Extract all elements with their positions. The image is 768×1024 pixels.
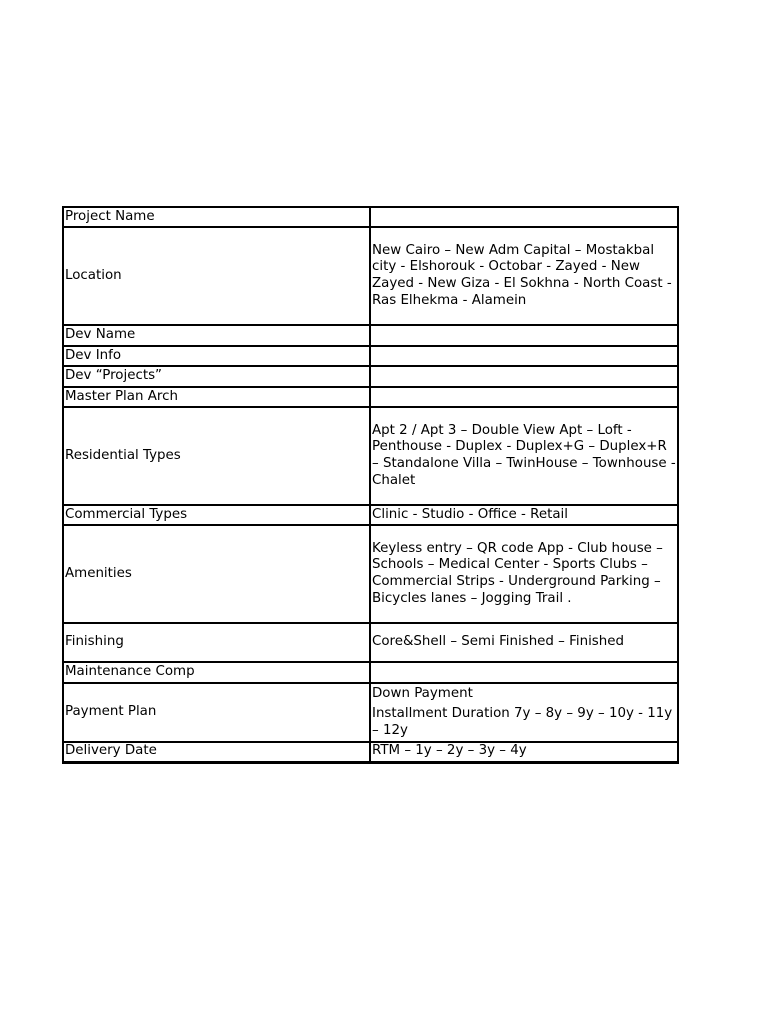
table-row: [63, 227, 678, 325]
row-value: [370, 683, 678, 742]
row-value-line: RTM – 1y – 2y – 3y – 4y: [372, 743, 527, 759]
row-value-line: New Cairo – New Adm Capital – Mostakbal city - Elshorouk - Octobar - Zayed - New Zayed - New Giza - El Sokhna - North Coast - Ras Elhekma - Alamein: [372, 242, 672, 308]
row-value: [370, 387, 678, 407]
row-label: Finishing: [63, 623, 370, 662]
table-row: [63, 207, 678, 227]
row-label: Dev “Projects”: [63, 366, 370, 387]
row-label: Project Name: [63, 207, 370, 227]
table-row: [63, 505, 678, 525]
table-row: [63, 683, 678, 742]
document-page: [62, 206, 677, 764]
row-value-line: Keyless entry – QR code App - Club house – Schools – Medical Center - Sports Clubs – Commercial Strips - Underground Parking – Bicycles lanes – Jogging Trail .: [372, 540, 663, 606]
row-value: [370, 207, 678, 227]
table-row: [63, 387, 678, 407]
row-label: Dev Info: [63, 346, 370, 366]
row-value: [370, 662, 678, 683]
row-value-line: Apt 2 / Apt 3 – Double View Apt – Loft - Penthouse - Duplex - Duplex+G – Duplex+R – Standalone Villa – TwinHouse – Townhouse - Chalet: [372, 422, 676, 488]
row-value: [370, 227, 678, 325]
table-row: [63, 407, 678, 505]
table-row: [63, 366, 678, 387]
table-row: [63, 742, 678, 762]
row-label: Commercial Types: [63, 505, 370, 525]
row-label: Delivery Date: [63, 742, 370, 762]
row-label: Amenities: [63, 525, 370, 623]
row-label: Payment Plan: [63, 683, 370, 742]
row-value-line: Clinic - Studio - Office - Retail: [372, 506, 568, 522]
row-value: [370, 366, 678, 387]
row-value: [370, 407, 678, 505]
row-value-line: Core&Shell – Semi Finished – Finished: [372, 634, 624, 650]
table-body: [63, 207, 678, 762]
row-value-line: Installment Duration 7y – 8y – 9y – 10y - 11y – 12y: [372, 706, 673, 738]
table-row: [63, 325, 678, 346]
row-value: [370, 505, 678, 525]
row-label: Residential Types: [63, 407, 370, 505]
row-label: Dev Name: [63, 325, 370, 346]
project-info-table: [62, 206, 679, 764]
row-label: Master Plan Arch: [63, 387, 370, 407]
row-value-line: Down Payment: [372, 685, 473, 701]
row-label: Location: [63, 227, 370, 325]
row-label: Maintenance Comp: [63, 662, 370, 683]
table-row: [63, 662, 678, 683]
row-value: [370, 742, 678, 762]
row-value: [370, 346, 678, 366]
row-value: [370, 325, 678, 346]
table-row: [63, 623, 678, 662]
table-row: [63, 346, 678, 366]
row-value: [370, 623, 678, 662]
table-row: [63, 525, 678, 623]
row-value: [370, 525, 678, 623]
